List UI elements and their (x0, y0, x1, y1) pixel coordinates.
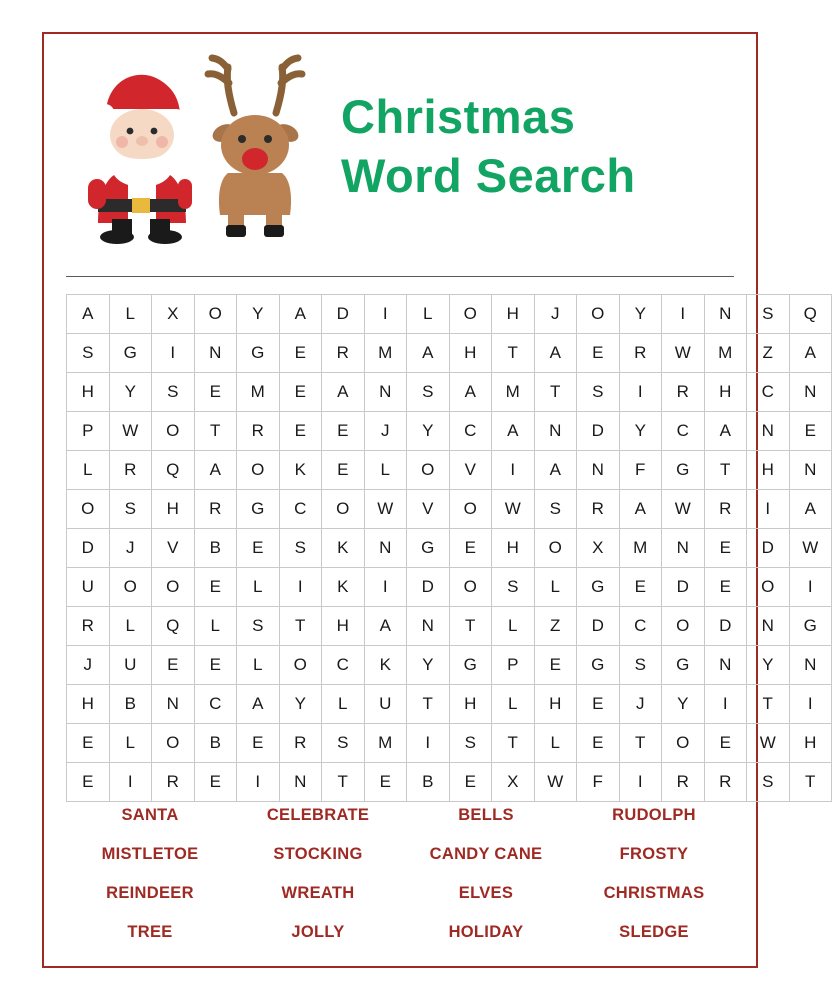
grid-cell[interactable]: E (194, 763, 237, 802)
grid-cell[interactable]: K (322, 568, 365, 607)
grid-cell[interactable]: D (407, 568, 450, 607)
grid-cell[interactable]: C (322, 646, 365, 685)
grid-cell[interactable]: M (364, 334, 407, 373)
grid-cell[interactable]: G (407, 529, 450, 568)
grid-cell[interactable]: G (237, 490, 280, 529)
grid-cell[interactable]: E (194, 373, 237, 412)
grid-cell[interactable]: N (704, 646, 747, 685)
grid-row (67, 646, 832, 685)
grid-cell[interactable]: L (109, 295, 152, 334)
grid-cell[interactable]: H (449, 334, 492, 373)
grid-cell[interactable]: E (279, 373, 322, 412)
grid-cell[interactable]: N (747, 412, 790, 451)
grid-cell[interactable]: R (67, 607, 110, 646)
word-list (66, 796, 738, 952)
grid-cell[interactable]: G (449, 646, 492, 685)
grid-cell[interactable]: D (704, 607, 747, 646)
grid-cell[interactable]: I (789, 568, 832, 607)
grid-cell[interactable]: X (577, 529, 620, 568)
grid-cell[interactable]: I (789, 685, 832, 724)
grid-cell[interactable]: H (492, 295, 535, 334)
grid-cell[interactable]: O (407, 451, 450, 490)
grid-cell[interactable]: L (237, 568, 280, 607)
grid-cell[interactable]: J (67, 646, 110, 685)
grid-cell[interactable]: M (364, 724, 407, 763)
grid-cell[interactable]: C (747, 373, 790, 412)
grid-cell[interactable]: H (67, 685, 110, 724)
grid-cell[interactable]: W (747, 724, 790, 763)
grid-cell[interactable]: H (492, 529, 535, 568)
grid-cell[interactable]: E (577, 724, 620, 763)
grid-cell[interactable]: G (662, 451, 705, 490)
grid-cell[interactable]: E (237, 529, 280, 568)
grid-cell[interactable]: A (322, 373, 365, 412)
santa-claus-icon (84, 59, 194, 244)
grid-cell[interactable]: I (364, 568, 407, 607)
grid-cell[interactable]: H (152, 490, 195, 529)
grid-cell[interactable]: I (279, 568, 322, 607)
grid-cell[interactable]: W (789, 529, 832, 568)
grid-cell[interactable]: N (152, 685, 195, 724)
header-divider (66, 276, 734, 277)
title-line-1: Christmas (341, 89, 576, 143)
grid-cell[interactable]: L (109, 607, 152, 646)
grid-cell[interactable]: I (662, 295, 705, 334)
grid-cell[interactable]: J (109, 529, 152, 568)
grid-cell[interactable]: E (322, 412, 365, 451)
grid-cell[interactable]: E (449, 763, 492, 802)
grid-cell[interactable]: A (534, 334, 577, 373)
grid-cell[interactable]: R (704, 763, 747, 802)
word-list-item[interactable]: TREE (127, 923, 173, 941)
grid-cell[interactable]: E (279, 334, 322, 373)
grid-cell[interactable]: R (662, 763, 705, 802)
grid-cell[interactable]: W (364, 490, 407, 529)
grid-cell[interactable]: B (407, 763, 450, 802)
title-line-2: Word Search (341, 148, 636, 202)
grid-cell[interactable]: N (747, 607, 790, 646)
grid-cell[interactable]: D (577, 607, 620, 646)
grid-cell[interactable]: S (534, 490, 577, 529)
word-list-item[interactable]: JOLLY (291, 923, 345, 941)
grid-cell[interactable]: I (492, 451, 535, 490)
grid-cell[interactable]: A (67, 295, 110, 334)
grid-cell[interactable]: G (662, 646, 705, 685)
grid-cell[interactable]: N (789, 373, 832, 412)
grid-cell[interactable]: T (322, 763, 365, 802)
grid-cell[interactable]: C (662, 412, 705, 451)
grid-cell[interactable]: Q (152, 607, 195, 646)
word-list-item[interactable]: MISTLETOE (101, 845, 199, 863)
grid-cell[interactable]: S (67, 334, 110, 373)
word-list-item[interactable]: SLEDGE (619, 923, 689, 941)
grid-cell[interactable]: C (279, 490, 322, 529)
grid-cell[interactable]: O (237, 451, 280, 490)
grid-cell[interactable]: J (534, 295, 577, 334)
grid-cell[interactable]: L (534, 724, 577, 763)
grid-cell[interactable]: O (662, 607, 705, 646)
grid-cell[interactable]: R (577, 490, 620, 529)
grid-cell[interactable]: G (109, 334, 152, 373)
grid-cell[interactable]: L (492, 685, 535, 724)
grid-cell[interactable]: Y (109, 373, 152, 412)
grid-cell[interactable]: L (407, 295, 450, 334)
grid-cell[interactable]: H (747, 451, 790, 490)
word-list-row (66, 796, 738, 835)
grid-cell[interactable]: M (492, 373, 535, 412)
grid-cell[interactable]: I (747, 490, 790, 529)
grid-cell[interactable]: K (279, 451, 322, 490)
grid-cell[interactable]: Y (279, 685, 322, 724)
grid-cell[interactable]: G (577, 646, 620, 685)
grid-cell[interactable]: A (364, 607, 407, 646)
grid-cell[interactable]: S (152, 373, 195, 412)
grid-cell[interactable]: A (704, 412, 747, 451)
grid-row (67, 529, 832, 568)
grid-cell[interactable]: O (279, 646, 322, 685)
grid-cell[interactable]: O (322, 490, 365, 529)
grid-cell[interactable]: A (619, 490, 662, 529)
grid-cell[interactable]: H (67, 373, 110, 412)
grid-cell[interactable]: W (662, 490, 705, 529)
word-list-item[interactable]: CELEBRATE (266, 806, 370, 824)
grid-cell[interactable]: R (322, 334, 365, 373)
grid-cell[interactable]: I (619, 373, 662, 412)
grid-cell[interactable]: I (407, 724, 450, 763)
grid-cell[interactable]: O (449, 490, 492, 529)
grid-cell[interactable]: Y (407, 646, 450, 685)
grid-cell[interactable]: T (492, 724, 535, 763)
grid-row (67, 607, 832, 646)
grid-cell[interactable]: S (619, 646, 662, 685)
grid-cell[interactable]: G (237, 334, 280, 373)
grid-row (67, 373, 832, 412)
grid-cell[interactable]: E (67, 763, 110, 802)
grid-cell[interactable]: E (322, 451, 365, 490)
grid-cell[interactable]: T (194, 412, 237, 451)
grid-cell[interactable]: R (109, 451, 152, 490)
grid-cell[interactable]: T (407, 685, 450, 724)
grid-cell[interactable]: N (279, 763, 322, 802)
header-illustrations (84, 49, 313, 244)
grid-cell[interactable]: N (407, 607, 450, 646)
word-search-grid (66, 294, 819, 802)
grid-cell[interactable]: Z (747, 334, 790, 373)
grid-cell[interactable]: Y (407, 412, 450, 451)
grid-cell[interactable]: A (279, 295, 322, 334)
grid-row (67, 334, 832, 373)
grid-cell[interactable]: O (534, 529, 577, 568)
word-list-row (66, 874, 738, 913)
grid-cell[interactable]: Y (237, 295, 280, 334)
grid-cell[interactable]: I (704, 685, 747, 724)
grid-cell[interactable]: E (152, 646, 195, 685)
grid-cell[interactable]: G (789, 607, 832, 646)
grid-cell[interactable]: A (534, 451, 577, 490)
word-list-item[interactable]: BELLS (458, 806, 514, 824)
grid-cell[interactable]: H (449, 685, 492, 724)
grid-cell[interactable]: R (704, 490, 747, 529)
grid-cell[interactable]: X (492, 763, 535, 802)
grid-cell[interactable]: N (364, 529, 407, 568)
grid-cell[interactable]: E (279, 412, 322, 451)
grid-cell[interactable]: H (534, 685, 577, 724)
grid-cell[interactable]: J (364, 412, 407, 451)
word-list-row (66, 835, 738, 874)
grid-row (67, 451, 832, 490)
grid-cell[interactable]: E (534, 646, 577, 685)
grid-cell[interactable]: C (194, 685, 237, 724)
grid-cell[interactable]: O (747, 568, 790, 607)
grid-cell[interactable]: T (619, 724, 662, 763)
grid-cell[interactable]: Q (789, 295, 832, 334)
grid-cell[interactable]: O (449, 295, 492, 334)
grid-cell[interactable]: D (67, 529, 110, 568)
grid-row (67, 724, 832, 763)
grid-cell[interactable]: O (109, 568, 152, 607)
grid-cell[interactable]: M (704, 334, 747, 373)
grid-cell[interactable]: L (322, 685, 365, 724)
grid-cell[interactable]: D (577, 412, 620, 451)
grid-cell[interactable]: B (194, 529, 237, 568)
grid-cell[interactable]: L (67, 451, 110, 490)
grid-cell[interactable]: U (67, 568, 110, 607)
grid-cell[interactable]: I (364, 295, 407, 334)
grid-cell[interactable]: E (619, 568, 662, 607)
grid-cell[interactable]: I (619, 763, 662, 802)
grid-cell[interactable]: V (152, 529, 195, 568)
grid-cell[interactable]: N (662, 529, 705, 568)
word-list-item[interactable]: STOCKING (273, 845, 363, 863)
grid-cell[interactable]: W (492, 490, 535, 529)
grid-cell[interactable]: N (789, 646, 832, 685)
grid-cell[interactable]: E (704, 724, 747, 763)
grid-cell[interactable]: N (704, 295, 747, 334)
grid-cell[interactable]: R (619, 334, 662, 373)
grid-cell[interactable]: E (577, 334, 620, 373)
grid-cell[interactable]: F (577, 763, 620, 802)
page-title (341, 88, 636, 206)
grid-cell[interactable]: O (577, 295, 620, 334)
grid-cell[interactable]: T (789, 763, 832, 802)
grid-cell[interactable]: G (577, 568, 620, 607)
grid-cell[interactable]: P (492, 646, 535, 685)
grid-cell[interactable]: S (322, 724, 365, 763)
word-list-item[interactable]: CANDY CANE (429, 845, 543, 863)
grid-cell[interactable]: P (67, 412, 110, 451)
grid-cell[interactable]: W (534, 763, 577, 802)
grid-cell[interactable]: S (279, 529, 322, 568)
grid-cell[interactable]: E (67, 724, 110, 763)
word-list-item[interactable]: RUDOLPH (612, 806, 696, 824)
grid-cell[interactable]: N (577, 451, 620, 490)
grid-cell[interactable]: E (704, 568, 747, 607)
grid-cell[interactable]: A (194, 451, 237, 490)
grid-cell[interactable]: S (577, 373, 620, 412)
grid-cell[interactable]: T (279, 607, 322, 646)
grid-cell[interactable]: R (194, 490, 237, 529)
grid-cell[interactable]: Y (619, 295, 662, 334)
grid-row (67, 412, 832, 451)
grid-cell[interactable]: M (237, 373, 280, 412)
grid-cell[interactable]: B (109, 685, 152, 724)
grid-cell[interactable]: O (662, 724, 705, 763)
grid-cell[interactable]: Y (619, 412, 662, 451)
grid-cell[interactable]: R (279, 724, 322, 763)
grid-cell[interactable]: T (704, 451, 747, 490)
grid-cell[interactable]: R (237, 412, 280, 451)
word-list-item[interactable]: SANTA (121, 806, 179, 824)
grid-cell[interactable]: N (364, 373, 407, 412)
word-list-item[interactable]: FROSTY (619, 845, 689, 863)
header (44, 34, 756, 259)
grid-cell[interactable]: A (492, 412, 535, 451)
grid-cell[interactable]: E (194, 568, 237, 607)
grid-cell[interactable]: E (364, 763, 407, 802)
grid-cell[interactable]: V (407, 490, 450, 529)
grid-cell[interactable]: H (704, 373, 747, 412)
worksheet-border (42, 32, 819, 968)
grid-cell[interactable]: O (152, 412, 195, 451)
grid-cell[interactable]: S (747, 295, 790, 334)
grid-cell[interactable]: F (619, 451, 662, 490)
grid-cell[interactable]: O (152, 568, 195, 607)
grid-cell[interactable]: V (449, 451, 492, 490)
grid-cell[interactable]: L (534, 568, 577, 607)
grid-cell[interactable]: M (619, 529, 662, 568)
grid-cell[interactable]: A (789, 490, 832, 529)
grid-cell[interactable]: S (492, 568, 535, 607)
reindeer-icon (198, 49, 313, 244)
grid-cell[interactable]: N (789, 451, 832, 490)
grid-cell[interactable]: N (534, 412, 577, 451)
word-list-item[interactable]: REINDEER (106, 884, 194, 902)
grid-row (67, 568, 832, 607)
grid-cell[interactable]: L (237, 646, 280, 685)
grid-cell[interactable]: L (109, 724, 152, 763)
grid-cell[interactable]: L (364, 451, 407, 490)
grid-row (67, 685, 832, 724)
grid-cell[interactable]: N (194, 334, 237, 373)
letter-grid (66, 294, 832, 802)
grid-cell[interactable]: T (449, 607, 492, 646)
grid-cell[interactable]: S (109, 490, 152, 529)
grid-cell[interactable]: R (152, 763, 195, 802)
word-list-item[interactable]: CHRISTMAS (603, 884, 705, 902)
grid-cell[interactable]: D (322, 295, 365, 334)
grid-cell[interactable]: D (747, 529, 790, 568)
grid-cell[interactable]: R (662, 373, 705, 412)
grid-cell[interactable]: I (237, 763, 280, 802)
grid-cell[interactable]: B (194, 724, 237, 763)
grid-cell[interactable]: Y (747, 646, 790, 685)
grid-cell[interactable]: D (662, 568, 705, 607)
grid-cell[interactable]: O (67, 490, 110, 529)
grid-cell[interactable]: E (704, 529, 747, 568)
grid-cell[interactable]: H (322, 607, 365, 646)
grid-cell[interactable]: K (322, 529, 365, 568)
grid-row (67, 295, 832, 334)
grid-cell[interactable]: S (237, 607, 280, 646)
grid-cell[interactable]: W (109, 412, 152, 451)
grid-cell[interactable]: E (194, 646, 237, 685)
grid-cell[interactable]: O (194, 295, 237, 334)
grid-cell[interactable]: C (449, 412, 492, 451)
word-list-item[interactable]: ELVES (458, 884, 514, 902)
grid-cell[interactable]: O (152, 724, 195, 763)
grid-cell[interactable]: E (237, 724, 280, 763)
grid-cell[interactable]: T (534, 373, 577, 412)
word-list-table (66, 796, 738, 952)
grid-cell[interactable]: E (789, 412, 832, 451)
grid-cell[interactable]: U (364, 685, 407, 724)
grid-cell[interactable]: L (194, 607, 237, 646)
grid-cell[interactable]: T (492, 334, 535, 373)
grid-cell[interactable]: T (747, 685, 790, 724)
grid-cell[interactable]: O (449, 568, 492, 607)
grid-cell[interactable]: Y (662, 685, 705, 724)
grid-cell[interactable]: X (152, 295, 195, 334)
grid-row (67, 490, 832, 529)
grid-cell[interactable]: S (407, 373, 450, 412)
grid-cell[interactable]: Z (534, 607, 577, 646)
word-list-item[interactable]: HOLIDAY (448, 923, 524, 941)
grid-cell[interactable]: L (492, 607, 535, 646)
grid-cell[interactable]: Q (152, 451, 195, 490)
grid-cell[interactable]: U (109, 646, 152, 685)
grid-cell[interactable]: A (407, 334, 450, 373)
grid-cell[interactable]: S (747, 763, 790, 802)
grid-cell[interactable]: A (449, 373, 492, 412)
grid-cell[interactable]: W (662, 334, 705, 373)
grid-cell[interactable]: E (449, 529, 492, 568)
grid-cell[interactable]: H (789, 724, 832, 763)
word-list-row (66, 913, 738, 952)
grid-cell[interactable]: I (152, 334, 195, 373)
grid-cell[interactable]: C (619, 607, 662, 646)
grid-cell[interactable]: E (577, 685, 620, 724)
grid-cell[interactable]: S (449, 724, 492, 763)
grid-cell[interactable]: I (109, 763, 152, 802)
word-list-item[interactable]: WREATH (281, 884, 355, 902)
grid-cell[interactable]: A (237, 685, 280, 724)
grid-cell[interactable]: A (789, 334, 832, 373)
grid-cell[interactable]: K (364, 646, 407, 685)
grid-cell[interactable]: J (619, 685, 662, 724)
